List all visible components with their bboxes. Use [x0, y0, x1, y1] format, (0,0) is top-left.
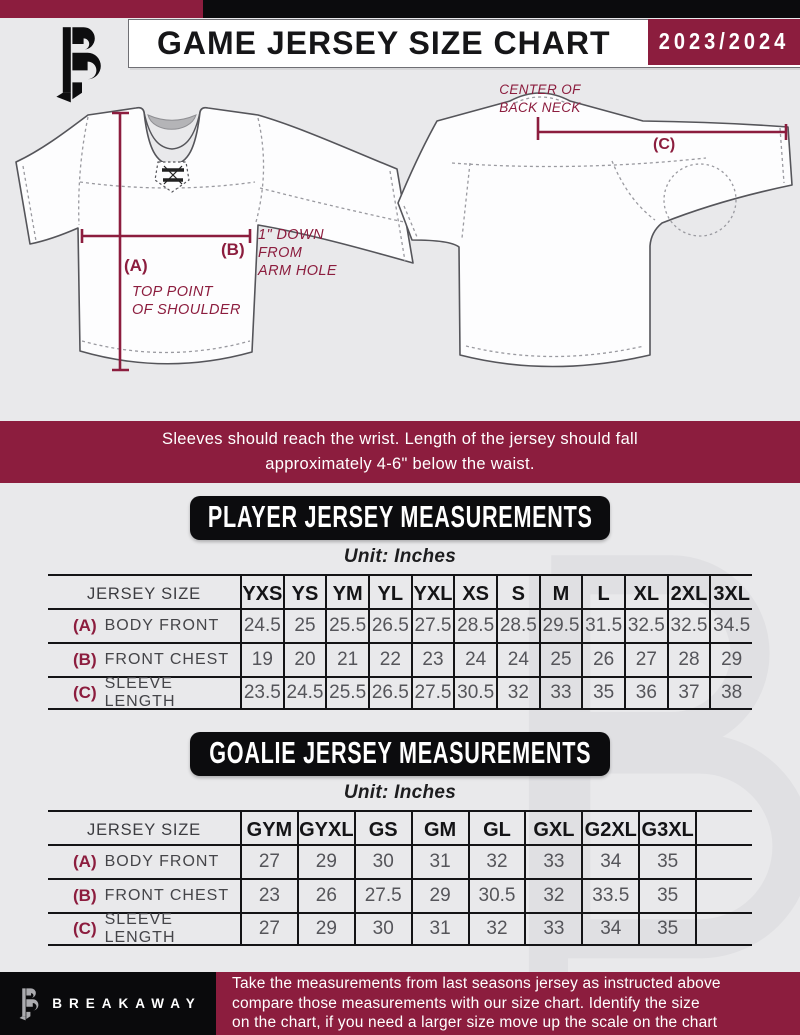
- size-column-header: 2XL: [667, 574, 710, 612]
- footer-brand-block: [0, 972, 216, 1035]
- size-column-header: GS: [354, 810, 411, 848]
- measurement-value-cell: 28: [667, 642, 710, 676]
- row-key: (B): [73, 886, 97, 905]
- size-column-header: XL: [624, 574, 667, 612]
- notice-line-1: Sleeves should reach the wrist. Length of the jersey should fall: [162, 430, 638, 448]
- size-column-header: YXS: [240, 574, 283, 612]
- row-key: (C): [73, 683, 97, 702]
- measurement-row-label: [48, 912, 240, 946]
- measurement-value-cell: 37: [667, 676, 710, 710]
- footer: [0, 972, 800, 1035]
- header-accent-strip-maroon: [0, 0, 203, 18]
- player-section-banner: [190, 496, 610, 540]
- size-column-header: 3XL: [709, 574, 752, 612]
- measurement-value-cell: 30.5: [453, 676, 496, 710]
- measurement-value-cell: 28.5: [453, 608, 496, 642]
- measurement-value-cell: 35: [581, 676, 624, 710]
- blank-value-cell: [695, 878, 752, 912]
- measurement-value-cell: 35: [638, 878, 695, 912]
- row-key: (B): [73, 650, 97, 669]
- measurement-value-cell: 25.5: [325, 676, 368, 710]
- measurement-value-cell: 27.5: [411, 608, 454, 642]
- measurement-value-cell: 33: [539, 676, 582, 710]
- row-name: SLEEVE LENGTH: [104, 675, 176, 710]
- footer-line-1: Take the measurements from last seasons jersey as instructed above: [232, 975, 721, 993]
- measurement-value-cell: 31: [411, 844, 468, 878]
- measurement-value-cell: 35: [638, 912, 695, 946]
- player-size-table: [48, 574, 752, 710]
- goalie-banner-label: GOALIE JERSEY MEASUREMENTS: [209, 736, 592, 771]
- season-label: 2023/2024: [658, 28, 790, 55]
- measurement-value-cell: 29: [297, 844, 354, 878]
- measure-a-key: (A): [124, 256, 148, 275]
- measurement-value-cell: 35: [638, 844, 695, 878]
- measurement-value-cell: 26.5: [368, 676, 411, 710]
- breakaway-monogram-icon: [14, 987, 40, 1021]
- measurement-value-cell: 32: [496, 676, 539, 710]
- goalie-section-banner: [190, 732, 610, 776]
- size-column-header: YM: [325, 574, 368, 612]
- measurement-value-cell: 33.5: [581, 878, 638, 912]
- size-column-header: GXL: [524, 810, 581, 848]
- measurement-value-cell: 25: [539, 642, 582, 676]
- measurement-value-cell: 27: [240, 912, 297, 946]
- size-column-header: G3XL: [638, 810, 695, 848]
- measurement-value-cell: 30: [354, 912, 411, 946]
- measurement-value-cell: 24.5: [283, 676, 326, 710]
- measurement-value-cell: 26: [297, 878, 354, 912]
- table-corner-label: JERSEY SIZE: [48, 574, 240, 612]
- measurement-value-cell: 20: [283, 642, 326, 676]
- size-column-header: GYM: [240, 810, 297, 848]
- goalie-unit-label: Unit: Inches: [343, 782, 457, 803]
- size-column-header: GL: [468, 810, 525, 848]
- size-column-header: M: [539, 574, 582, 612]
- measurement-value-cell: 28.5: [496, 608, 539, 642]
- measurement-value-cell: 29.5: [539, 608, 582, 642]
- measurement-value-cell: 27: [240, 844, 297, 878]
- measure-b-caption: 1" DOWN FROM ARM HOLE: [258, 227, 337, 279]
- row-name: BODY FRONT: [104, 617, 220, 634]
- measurement-value-cell: 34: [581, 912, 638, 946]
- measurement-row-label: [48, 642, 240, 676]
- measure-b-key: (B): [221, 240, 245, 259]
- measurement-value-cell: 26.5: [368, 608, 411, 642]
- measurement-value-cell: 27.5: [354, 878, 411, 912]
- measurement-row-label: [48, 608, 240, 642]
- measurement-row-label: [48, 676, 240, 710]
- row-key: (A): [73, 616, 97, 635]
- blank-value-cell: [695, 844, 752, 878]
- page-title: GAME JERSEY SIZE CHART: [157, 25, 611, 61]
- jersey-diagrams: [0, 70, 800, 422]
- footer-brand-name: BREAKAWAY: [52, 996, 202, 1011]
- measurement-value-cell: 29: [297, 912, 354, 946]
- measurement-value-cell: 31: [411, 912, 468, 946]
- footer-instructions: [216, 972, 800, 1035]
- measurement-value-cell: 24: [496, 642, 539, 676]
- blank-column-header: [695, 810, 752, 848]
- measurement-value-cell: 32: [468, 912, 525, 946]
- measurement-value-cell: 34: [581, 844, 638, 878]
- measurement-value-cell: 38: [709, 676, 752, 710]
- notice-line-2: approximately 4-6" below the waist.: [265, 455, 535, 473]
- measurement-value-cell: 29: [411, 878, 468, 912]
- measurement-value-cell: 23: [411, 642, 454, 676]
- size-column-header: G2XL: [581, 810, 638, 848]
- size-column-header: GYXL: [297, 810, 354, 848]
- measurement-value-cell: 33: [524, 912, 581, 946]
- measure-c-caption: CENTER OF BACK NECK: [499, 82, 581, 115]
- measurement-value-cell: 21: [325, 642, 368, 676]
- measurement-value-cell: 32.5: [624, 608, 667, 642]
- measurement-value-cell: 27.5: [411, 676, 454, 710]
- measurement-value-cell: 26: [581, 642, 624, 676]
- footer-line-2: compare those measurements with our size chart. Identify the size: [232, 994, 700, 1012]
- row-name: FRONT CHEST: [104, 887, 230, 904]
- size-column-header: GM: [411, 810, 468, 848]
- fit-notice-banner: [0, 421, 800, 483]
- measurement-value-cell: 32: [468, 844, 525, 878]
- row-name: FRONT CHEST: [104, 651, 230, 668]
- row-key: (A): [73, 852, 97, 871]
- header-accent-strip-black: [203, 0, 800, 18]
- measurement-value-cell: 23: [240, 878, 297, 912]
- measurement-value-cell: 32: [524, 878, 581, 912]
- table-corner-label: JERSEY SIZE: [48, 810, 240, 848]
- measurement-value-cell: 25: [283, 608, 326, 642]
- measure-c-key: (C): [653, 136, 676, 153]
- size-column-header: YL: [368, 574, 411, 612]
- blank-value-cell: [695, 912, 752, 946]
- player-banner-label: PLAYER JERSEY MEASUREMENTS: [207, 500, 593, 535]
- measurement-value-cell: 19: [240, 642, 283, 676]
- measurement-value-cell: 33: [524, 844, 581, 878]
- measurement-value-cell: 32.5: [667, 608, 710, 642]
- row-name: BODY FRONT: [104, 853, 220, 870]
- measurement-row-label: [48, 844, 240, 878]
- measure-a-caption: TOP POINT OF SHOULDER: [132, 284, 241, 318]
- size-column-header: XS: [453, 574, 496, 612]
- measurement-value-cell: 24.5: [240, 608, 283, 642]
- measurement-value-cell: 34.5: [709, 608, 752, 642]
- goalie-size-table: [48, 810, 752, 946]
- size-column-header: L: [581, 574, 624, 612]
- row-name: SLEEVE LENGTH: [104, 911, 176, 946]
- measurement-value-cell: 30: [354, 844, 411, 878]
- footer-line-3: on the chart, if you need a larger size move up the scale on the chart: [232, 1014, 718, 1032]
- measurement-value-cell: 30.5: [468, 878, 525, 912]
- measurement-value-cell: 23.5: [240, 676, 283, 710]
- measurement-value-cell: 31.5: [581, 608, 624, 642]
- measurement-value-cell: 36: [624, 676, 667, 710]
- measurement-value-cell: 29: [709, 642, 752, 676]
- size-column-header: S: [496, 574, 539, 612]
- measurement-row-label: [48, 878, 240, 912]
- measurement-value-cell: 25.5: [325, 608, 368, 642]
- season-badge: [648, 19, 800, 65]
- player-unit-label: Unit: Inches: [343, 546, 457, 567]
- row-key: (C): [73, 919, 97, 938]
- measurement-value-cell: 22: [368, 642, 411, 676]
- measurement-value-cell: 27: [624, 642, 667, 676]
- size-column-header: YXL: [411, 574, 454, 612]
- measurement-value-cell: 24: [453, 642, 496, 676]
- size-column-header: YS: [283, 574, 326, 612]
